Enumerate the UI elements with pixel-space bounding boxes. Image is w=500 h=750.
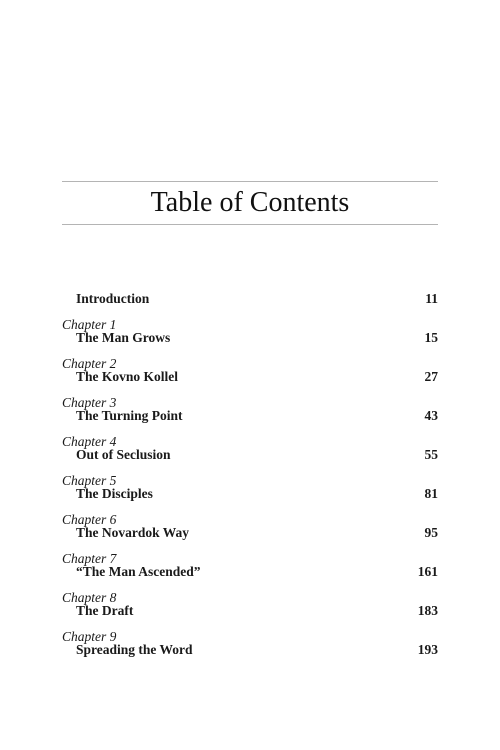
- toc-entry-page: 43: [424, 408, 438, 423]
- toc-entry-page: 81: [424, 486, 438, 501]
- toc-entry-title: Out of Seclusion: [76, 447, 171, 462]
- toc-entry-page: 55: [424, 447, 438, 462]
- toc-entry-title: The Turning Point: [76, 408, 183, 423]
- chapter-label: Chapter 5: [62, 473, 117, 488]
- toc-entry-page: 161: [417, 564, 438, 579]
- chapter-label: Chapter 9: [62, 629, 117, 644]
- page-title: Table of Contents: [150, 187, 350, 218]
- chapter-label: Chapter 2: [62, 356, 117, 371]
- toc-entry-page: 193: [417, 642, 438, 657]
- toc-entry-title: The Novardok Way: [76, 525, 190, 540]
- toc-entry-title: Introduction: [76, 291, 150, 306]
- toc-entry-title: The Man Grows: [76, 330, 171, 345]
- toc-entry-page: 183: [417, 603, 438, 618]
- chapter-label: Chapter 6: [62, 512, 117, 527]
- toc-entry-page: 11: [425, 291, 438, 306]
- toc-entry-page: 15: [424, 330, 438, 345]
- chapter-label: Chapter 4: [62, 434, 117, 449]
- toc-entry-title: “The Man Ascended”: [76, 564, 201, 579]
- chapter-label: Chapter 3: [62, 395, 117, 410]
- toc-entry-title: The Draft: [76, 603, 134, 618]
- toc-entry-title: The Kovno Kollel: [76, 369, 179, 384]
- toc-entry-page: 27: [424, 369, 438, 384]
- toc-entry-title: The Disciples: [76, 486, 153, 501]
- chapter-label: Chapter 1: [62, 317, 117, 332]
- chapter-label: Chapter 7: [62, 551, 117, 566]
- chapter-label: Chapter 8: [62, 590, 117, 605]
- toc-entry-page: 95: [424, 525, 438, 540]
- toc-entry-title: Spreading the Word: [76, 642, 193, 657]
